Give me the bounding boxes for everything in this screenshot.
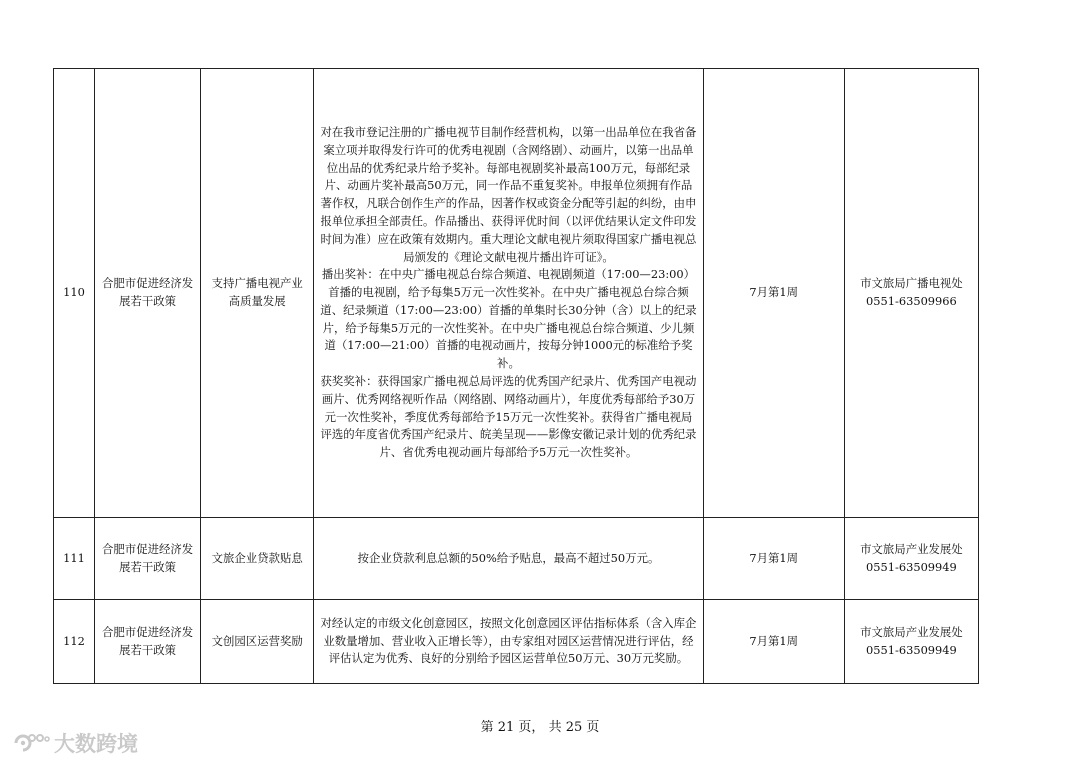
watermark-logo-icon [10, 730, 50, 756]
application-time: 7月第1周 [703, 518, 844, 600]
watermark [10, 728, 138, 758]
policy-name: 合肥市促进经济发展若干政策 [95, 69, 201, 518]
policy-name: 合肥市促进经济发展若干政策 [95, 600, 201, 684]
policy-content [314, 600, 703, 684]
contact-phone: 0551-63509949 [865, 559, 957, 574]
policy-item: 支持广播电视产业高质量发展 [201, 69, 314, 518]
contact-phone: 0551-63509949 [865, 642, 957, 657]
policy-name: 合肥市促进经济发展若干政策 [95, 518, 201, 600]
contact-department: 市文旅局产业发展处 [860, 541, 963, 556]
contact-cell [844, 69, 978, 518]
contact-department: 市文旅局产业发展处 [860, 624, 963, 639]
content-paragraph: 播出奖补：在中央广播电视总台综合频道、电视剧频道（17:00—23:00）首播的电视剧，给予每集5万元一次性奖补。在中央广播电视总台综合频道、纪录频道（17:00—23:00）首播的单集时长30分钟（含）以上的纪录片，给予每集5万元的一次性奖补。在中央广播电视总台综合频道、少儿频道（17:00—21:00）首播的电视动画片，按每分钟1000元的标准给予奖补。 [320, 267, 697, 371]
policy-table [53, 68, 979, 684]
table-row [54, 600, 979, 684]
content-paragraph: 获奖奖补：获得国家广播电视总局评选的优秀国产纪录片、优秀国产电视动画片、优秀网络视听作品（网络剧、网络动画片），年度优秀每部给予30万元一次性奖补，季度优秀每部给予15万元一次性奖补。获得省广播电视局评选的年度省优秀国产纪录片、皖美呈现——影像安徽记录计划的优秀纪录片、省优秀电视动画片每部给予5万元一次性奖补。 [320, 374, 697, 460]
application-time: 7月第1周 [703, 69, 844, 518]
policy-item: 文旅企业贷款贴息 [201, 518, 314, 600]
contact-cell [844, 518, 978, 600]
page-number: 第 21 页， 共 25 页 [480, 720, 600, 735]
policy-item: 文创园区运营奖励 [201, 600, 314, 684]
policy-content [314, 69, 703, 518]
application-time: 7月第1周 [703, 600, 844, 684]
content-paragraph: 对在我市登记注册的广播电视节目制作经营机构，以第一出品单位在我省备案立项并取得发行许可的优秀电视剧（含网络剧）、动画片，以第一出品单位出品的优秀纪录片给予奖补。每部电视剧奖补最高100万元，每部纪录片、动画片奖补最高50万元，同一作品不重复奖补。申报单位须拥有作品著作权，凡联合创作生产的作品，因著作权或资金分配等引起的纠纷，由申报单位承担全部责任。作品播出、获得评优时间（以评优结果认定文件印发时间为准）应在政策有效期内。重大理论文献电视片须取得国家广播电视总局颁发的《理论文献电视片播出许可证》。 [320, 124, 697, 264]
row-number: 111 [54, 518, 95, 600]
contact-department: 市文旅局广播电视处 [860, 276, 963, 291]
contact-phone: 0551-63509966 [865, 294, 957, 308]
row-number: 110 [54, 69, 95, 518]
content-paragraph: 对经认定的市级文化创意园区，按照文化创意园区评估指标体系（含入库企业数量增加、营业收入正增长等），由专家组对园区运营情况进行评估，经评估认定为优秀、良好的分别给予园区运营单位50万元、30万元奖励。 [320, 615, 697, 666]
content-paragraph: 按企业贷款利息总额的50%给予贴息，最高不超过50万元。 [357, 550, 660, 565]
policy-content [314, 518, 703, 600]
watermark-text: 大数跨境 [54, 732, 138, 756]
table-row [54, 69, 979, 518]
table-row [54, 518, 979, 600]
row-number: 112 [54, 600, 95, 684]
contact-cell [844, 600, 978, 684]
